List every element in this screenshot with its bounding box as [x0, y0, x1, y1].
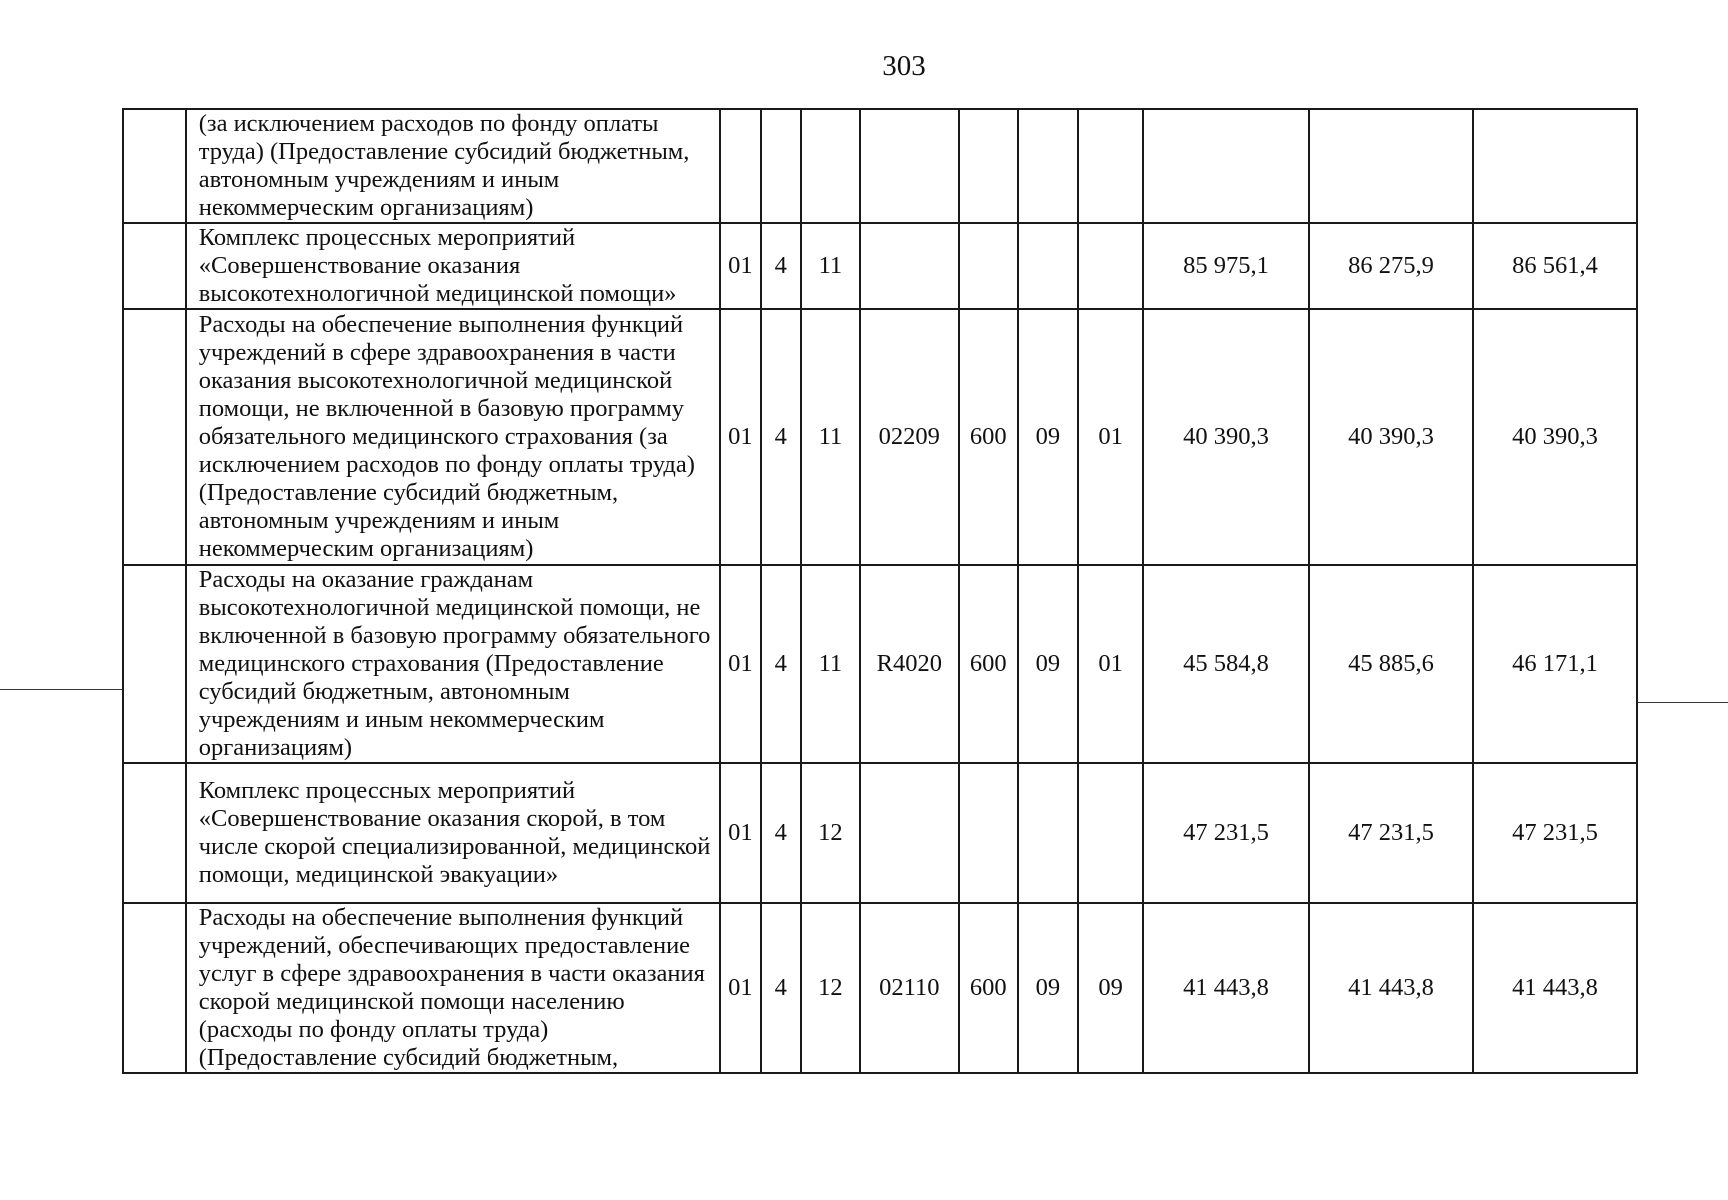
measure-code-cell: 12 [801, 903, 860, 1073]
sum-year-3-cell: 40 390,3 [1473, 309, 1637, 565]
sum-year-2-cell [1309, 109, 1473, 223]
expense-type-cell [959, 223, 1018, 309]
expense-name-cell: Расходы на обеспечение выполнения функций учреждений, обеспечивающих предоставление услуг в сфере здравоохранения в части оказания скорой медицинской помощи населению (расходы по фонду оплаты труда) (Предоставление субсидий бюджетным, [186, 903, 720, 1073]
program-code-cell: 01 [720, 565, 760, 763]
measure-code-cell [801, 109, 860, 223]
direction-code-cell: 02209 [860, 309, 959, 565]
subprogram-code-cell: 4 [761, 223, 801, 309]
subsection-cell: 01 [1078, 309, 1143, 565]
measure-code-cell: 11 [801, 309, 860, 565]
direction-code-cell [860, 109, 959, 223]
subprogram-code-cell [761, 109, 801, 223]
sum-year-1-cell: 85 975,1 [1143, 223, 1309, 309]
page-number: 303 [882, 50, 926, 82]
row-number-cell [123, 109, 186, 223]
sum-year-3-cell: 41 443,8 [1473, 903, 1637, 1073]
program-code-cell: 01 [720, 223, 760, 309]
table-row [123, 565, 1637, 763]
direction-code-cell [860, 763, 959, 903]
table-body [123, 109, 1637, 1073]
subprogram-code-cell: 4 [761, 763, 801, 903]
measure-code-cell: 11 [801, 223, 860, 309]
direction-code-cell: 02110 [860, 903, 959, 1073]
row-number-cell [123, 903, 186, 1073]
sum-year-3-cell: 46 171,1 [1473, 565, 1637, 763]
subsection-cell [1078, 109, 1143, 223]
subprogram-code-cell: 4 [761, 903, 801, 1073]
expense-name-cell: Расходы на оказание гражданам высокотехнологичной медицинской помощи, не включенной в базовую программу обязательного медицинского страхования (Предоставление субсидий бюджетным, автономным учреждениям и иным некоммерческим организациям) [186, 565, 720, 763]
expense-name-cell: (за исключением расходов по фонду оплаты труда) (Предоставление субсидий бюджетным, автономным учреждениям и иным некоммерческим организациям) [186, 109, 720, 223]
sum-year-3-cell: 86 561,4 [1473, 223, 1637, 309]
subsection-cell: 09 [1078, 903, 1143, 1073]
section-cell: 09 [1018, 903, 1079, 1073]
sum-year-1-cell: 40 390,3 [1143, 309, 1309, 565]
direction-code-cell: R4020 [860, 565, 959, 763]
expense-name-cell: Комплекс процессных мероприятий «Совершенствование оказания высокотехнологичной медицинской помощи» [186, 223, 720, 309]
program-code-cell: 01 [720, 309, 760, 565]
row-number-cell [123, 763, 186, 903]
row-number-cell [123, 565, 186, 763]
sum-year-3-cell [1473, 109, 1637, 223]
sum-year-2-cell: 45 885,6 [1309, 565, 1473, 763]
subprogram-code-cell: 4 [761, 565, 801, 763]
expense-name-cell: Комплекс процессных мероприятий «Совершенствование оказания скорой, в том числе скорой специализированной, медицинской помощи, медицинской эвакуации» [186, 763, 720, 903]
sum-year-3-cell: 47 231,5 [1473, 763, 1637, 903]
section-cell [1018, 223, 1079, 309]
program-code-cell [720, 109, 760, 223]
section-cell: 09 [1018, 565, 1079, 763]
row-number-cell [123, 309, 186, 565]
subsection-cell: 01 [1078, 565, 1143, 763]
row-number-cell [123, 223, 186, 309]
expense-name-cell: Расходы на обеспечение выполнения функций учреждений в сфере здравоохранения в части оказания высокотехнологичной медицинской помощи, не включенной в базовую программу обязательного медицинского страхования (за исключением расходов по фонду оплаты труда) (Предоставление субсидий бюджетным, автономным учреждениям и иным некоммерческим организациям) [186, 309, 720, 565]
sum-year-2-cell: 40 390,3 [1309, 309, 1473, 565]
table-row [123, 309, 1637, 565]
budget-table [122, 108, 1638, 1074]
section-cell [1018, 109, 1079, 223]
expense-type-cell [959, 763, 1018, 903]
expense-type-cell [959, 109, 1018, 223]
sum-year-1-cell: 45 584,8 [1143, 565, 1309, 763]
subsection-cell [1078, 223, 1143, 309]
scan-line-left [0, 689, 122, 690]
sum-year-1-cell: 47 231,5 [1143, 763, 1309, 903]
expense-type-cell: 600 [959, 309, 1018, 565]
scan-line-right [1638, 702, 1728, 703]
sum-year-2-cell: 47 231,5 [1309, 763, 1473, 903]
expense-type-cell: 600 [959, 903, 1018, 1073]
direction-code-cell [860, 223, 959, 309]
measure-code-cell: 12 [801, 763, 860, 903]
section-cell [1018, 763, 1079, 903]
table-row [123, 109, 1637, 223]
sum-year-1-cell: 41 443,8 [1143, 903, 1309, 1073]
sum-year-2-cell: 41 443,8 [1309, 903, 1473, 1073]
table-row [123, 903, 1637, 1073]
measure-code-cell: 11 [801, 565, 860, 763]
program-code-cell: 01 [720, 763, 760, 903]
program-code-cell: 01 [720, 903, 760, 1073]
expense-type-cell: 600 [959, 565, 1018, 763]
subsection-cell [1078, 763, 1143, 903]
subprogram-code-cell: 4 [761, 309, 801, 565]
table-row [123, 223, 1637, 309]
sum-year-1-cell [1143, 109, 1309, 223]
section-cell: 09 [1018, 309, 1079, 565]
table-row [123, 763, 1637, 903]
sum-year-2-cell: 86 275,9 [1309, 223, 1473, 309]
